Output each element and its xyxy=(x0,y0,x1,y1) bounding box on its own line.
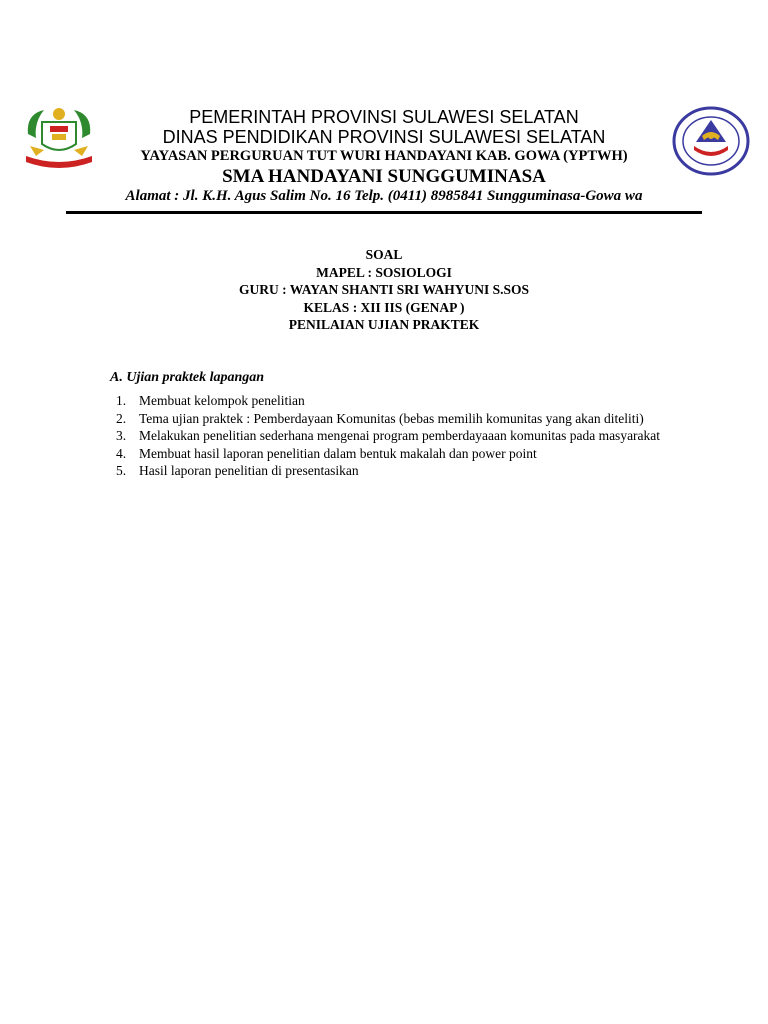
list-item xyxy=(110,445,700,463)
letterhead-line-3: YAYASAN PERGURUAN TUT WURI HANDAYANI KAB. GOWA (YPTWH) xyxy=(140,148,628,164)
list-item-number: 2. xyxy=(116,410,127,426)
list-item-text: Membuat kelompok penelitian xyxy=(139,393,305,408)
letterhead-divider xyxy=(66,211,702,214)
school-name: SMA HANDAYANI SUNGGUMINASA xyxy=(222,166,546,187)
tut-wuri-handayani-emblem-icon xyxy=(672,106,750,176)
section-heading: A. Ujian praktek lapangan xyxy=(110,370,265,385)
title-guru: GURU : WAYAN SHANTI SRI WAHYUNI S.SOS xyxy=(239,282,529,298)
list-item-text: Hasil laporan penelitian di presentasikan xyxy=(139,463,359,479)
list-item-number: 5. xyxy=(116,463,127,479)
list-item xyxy=(110,427,700,445)
title-soal: SOAL xyxy=(365,247,403,262)
title-kelas: KELAS : XII IIS (GENAP ) xyxy=(303,299,465,315)
list-item-text: Membuat hasil laporan penelitian dalam bentuk makalah dan power point xyxy=(139,445,537,461)
title-penilaian: PENILAIAN UJIAN PRAKTEK xyxy=(288,317,480,333)
list-item-text: Melakukan penelitian sederhana mengenai program pemberdayaaan komunitas pada masyarakat xyxy=(139,428,661,444)
list-item xyxy=(110,462,700,480)
list-item-number: 3. xyxy=(116,428,127,444)
school-address: Alamat : Jl. K.H. Agus Salim No. 16 Telp. (0411) 8985841 Sungguminasa-Gowa wa xyxy=(125,188,643,204)
list-item-number: 1. xyxy=(116,393,127,408)
title-mapel: MAPEL : SOSIOLOGI xyxy=(316,264,452,280)
list-item-text: Tema ujian praktek : Pemberdayaan Komunitas (bebas memilih komunitas yang akan diteliti) xyxy=(139,410,644,426)
list-item xyxy=(110,410,700,428)
letterhead-line-1: PEMERINTAH PROVINSI SULAWESI SELATAN xyxy=(189,107,579,127)
sulawesi-selatan-emblem-icon xyxy=(22,104,96,172)
task-list xyxy=(110,392,700,480)
list-item xyxy=(110,392,700,410)
exam-title-block xyxy=(0,246,768,334)
list-item-number: 4. xyxy=(116,445,127,461)
letterhead-line-2: DINAS PENDIDIKAN PROVINSI SULAWESI SELATAN xyxy=(162,127,606,147)
